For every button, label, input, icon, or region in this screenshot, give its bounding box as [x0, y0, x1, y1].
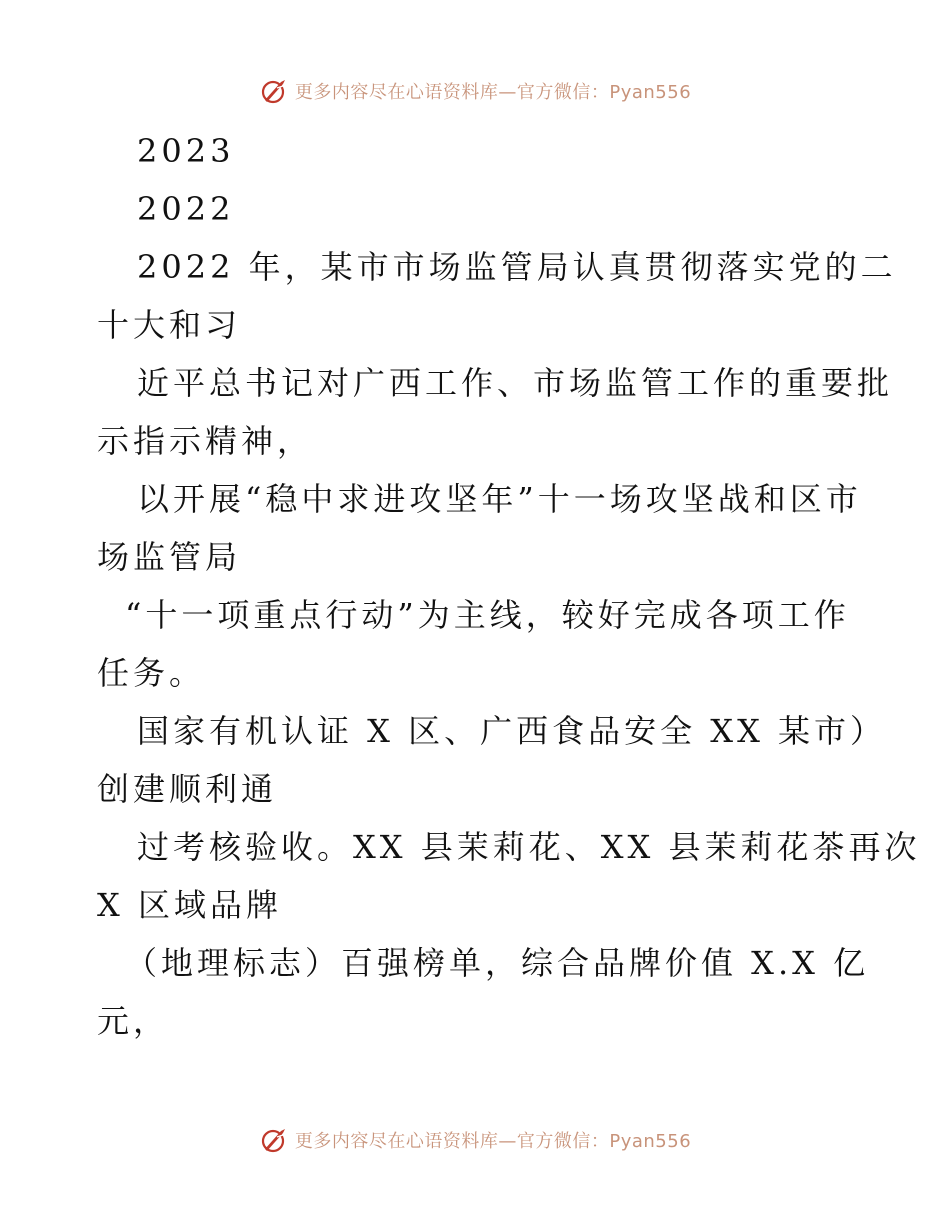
header-banner [0, 74, 950, 108]
body-line-14: X 区域品牌 [97, 886, 282, 924]
quill-pen-logo-icon [259, 1125, 289, 1155]
body-line-10: 任务。 [97, 654, 206, 692]
body-line-15: （地理标志）百强榜单，综合品牌价值 X.X 亿 [125, 944, 870, 982]
body-line-16: 元， [97, 1002, 170, 1040]
body-line-11: 国家有机认证 X 区、广西食品安全 XX 某市） [137, 712, 887, 750]
footer-banner-text: 更多内容尽在心语资料库—官方微信：Pyan556 [294, 1131, 692, 1152]
body-line-9: “十一项重点行动”为主线，较好完成各项工作 [125, 596, 850, 634]
header-banner-text: 更多内容尽在心语资料库—官方微信：Pyan556 [294, 82, 692, 103]
quill-pen-logo-icon [259, 76, 289, 106]
document-body [97, 122, 921, 1050]
footer-banner [0, 1123, 950, 1157]
body-line-6: 示指示精神， [97, 422, 314, 460]
body-line-12: 创建顺利通 [97, 770, 278, 808]
body-line-5: 近平总书记对广西工作、市场监管工作的重要批 [137, 364, 894, 402]
body-line-7: 以开展“稳中求进攻坚年”十一场攻坚战和区市 [137, 480, 862, 518]
body-line-8: 场监管局 [97, 538, 242, 576]
body-line-3: 2022 年，某市市场监管局认真贯彻落实党的二 [137, 248, 897, 286]
body-line-4: 十大和习 [97, 306, 242, 344]
body-line-1: 2023 [137, 132, 235, 170]
body-line-13: 过考核验收。XX 县茉莉花、XX 县茉莉花茶再次 [137, 828, 921, 866]
body-line-2: 2022 [137, 190, 235, 228]
